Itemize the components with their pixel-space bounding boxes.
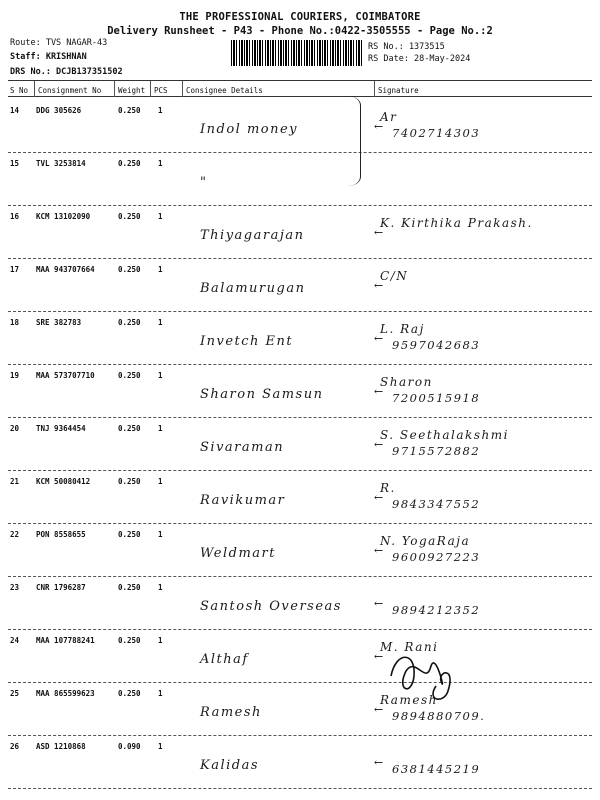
signature-text: Sharon bbox=[380, 375, 433, 389]
consignee-name: Balamurugan bbox=[200, 281, 306, 296]
tick-mark-icon: ← bbox=[374, 279, 384, 292]
row-consignment-no: PON 8558655 bbox=[36, 530, 86, 539]
consignee-name: Ravikumar bbox=[200, 493, 286, 508]
tick-mark-icon: ← bbox=[374, 756, 384, 769]
col-divider bbox=[150, 81, 151, 97]
col-sno: S No bbox=[10, 86, 29, 95]
barcode bbox=[231, 40, 363, 66]
consignee-name: Thiyagarajan bbox=[200, 228, 305, 243]
tick-mark-icon: ← bbox=[374, 332, 384, 345]
row-consignment-no: TVL 3253814 bbox=[36, 159, 86, 168]
signature-phone: 7200515918 bbox=[392, 391, 481, 405]
col-consignment: Consignment No bbox=[38, 86, 102, 95]
table-row bbox=[0, 471, 600, 524]
row-consignment-no: MAA 107788241 bbox=[36, 636, 95, 645]
signature-text: N. YogaRaja bbox=[380, 534, 471, 548]
row-pcs: 1 bbox=[158, 318, 163, 327]
col-consignee: Consignee Details bbox=[186, 86, 263, 95]
row-sno: 24 bbox=[10, 636, 20, 645]
table-row bbox=[0, 312, 600, 365]
col-divider bbox=[114, 81, 115, 97]
consignee-name: Ramesh bbox=[200, 705, 262, 720]
row-weight: 0.250 bbox=[118, 106, 141, 115]
signature-text: L. Raj bbox=[380, 322, 425, 336]
table-row bbox=[0, 630, 600, 683]
tick-mark-icon: ← bbox=[374, 438, 384, 451]
row-consignment-no: SRE 382783 bbox=[36, 318, 82, 327]
consignee-name: Kalidas bbox=[200, 758, 260, 773]
table-row bbox=[0, 683, 600, 736]
consignee-name: Invetch Ent bbox=[200, 334, 294, 349]
row-pcs: 1 bbox=[158, 159, 163, 168]
row-consignment-no: MAA 573707710 bbox=[36, 371, 95, 380]
consignee-name: Sharon Samsun bbox=[200, 387, 324, 402]
tick-mark-icon: ← bbox=[374, 650, 384, 663]
row-sno: 20 bbox=[10, 424, 20, 433]
table-row bbox=[0, 259, 600, 312]
row-sno: 19 bbox=[10, 371, 20, 380]
rs-number: RS No.: 1373515 bbox=[368, 42, 445, 52]
signature-phone: 9715572882 bbox=[392, 444, 481, 458]
tick-mark-icon: ← bbox=[374, 120, 384, 133]
signature-phone: 9597042683 bbox=[392, 338, 481, 352]
row-pcs: 1 bbox=[158, 371, 163, 380]
table-row bbox=[0, 524, 600, 577]
tick-mark-icon: ← bbox=[374, 226, 384, 239]
signature-text: M. Rani bbox=[380, 640, 439, 654]
row-pcs: 1 bbox=[158, 530, 163, 539]
table-row bbox=[0, 736, 600, 789]
signature-text: R. bbox=[380, 481, 396, 495]
row-sno: 23 bbox=[10, 583, 20, 592]
row-weight: 0.250 bbox=[118, 424, 141, 433]
signature-text: K. Kirthika Prakash. bbox=[380, 216, 533, 230]
row-pcs: 1 bbox=[158, 265, 163, 274]
tick-mark-icon: ← bbox=[374, 544, 384, 557]
row-weight: 0.250 bbox=[118, 636, 141, 645]
signature-text: Ar bbox=[380, 110, 398, 124]
consignee-name: Santosh Overseas bbox=[200, 599, 342, 614]
consignee-name: Indol money bbox=[200, 122, 299, 137]
row-pcs: 1 bbox=[158, 583, 163, 592]
row-sno: 14 bbox=[10, 106, 20, 115]
tick-mark-icon: ← bbox=[374, 491, 384, 504]
row-pcs: 1 bbox=[158, 742, 163, 751]
row-pcs: 1 bbox=[158, 689, 163, 698]
col-signature: Signature bbox=[378, 86, 419, 95]
col-divider bbox=[374, 81, 375, 97]
table-row bbox=[0, 100, 600, 153]
row-consignment-no: MAA 865599623 bbox=[36, 689, 95, 698]
row-sno: 26 bbox=[10, 742, 20, 751]
row-sno: 16 bbox=[10, 212, 20, 221]
signature-text: S. Seethalakshmi bbox=[380, 428, 509, 442]
table-row bbox=[0, 418, 600, 471]
signature-phone: 9894212352 bbox=[392, 603, 481, 617]
row-weight: 0.250 bbox=[118, 318, 141, 327]
consignee-name: Weldmart bbox=[200, 546, 276, 561]
handwritten-signature bbox=[386, 646, 486, 706]
row-consignment-no: DDG 305626 bbox=[36, 106, 82, 115]
row-sno: 17 bbox=[10, 265, 20, 274]
drs-number: DRS No.: DCJB137351502 bbox=[10, 67, 123, 77]
rs-date: RS Date: 28-May-2024 bbox=[368, 54, 471, 64]
row-sno: 18 bbox=[10, 318, 20, 327]
row-weight: 0.250 bbox=[118, 530, 141, 539]
row-pcs: 1 bbox=[158, 212, 163, 221]
row-consignment-no: MAA 943707664 bbox=[36, 265, 95, 274]
col-divider bbox=[182, 81, 183, 97]
signature-phone: 6381445219 bbox=[392, 762, 481, 776]
row-weight: 0.250 bbox=[118, 265, 141, 274]
company-title: THE PROFESSIONAL COURIERS, COIMBATORE bbox=[179, 11, 421, 23]
row-consignment-no: TNJ 9364454 bbox=[36, 424, 86, 433]
row-weight: 0.250 bbox=[118, 212, 141, 221]
row-sno: 15 bbox=[10, 159, 20, 168]
table-row bbox=[0, 153, 600, 206]
signature-text: Ramesh bbox=[380, 693, 438, 707]
tick-mark-icon: ← bbox=[374, 385, 384, 398]
header-rule-bottom bbox=[8, 96, 592, 97]
row-pcs: 1 bbox=[158, 636, 163, 645]
row-weight: 0.250 bbox=[118, 159, 141, 168]
row-weight: 0.090 bbox=[118, 742, 141, 751]
row-separator bbox=[8, 788, 592, 789]
col-weight: Weight bbox=[118, 86, 146, 95]
row-weight: 0.250 bbox=[118, 477, 141, 486]
col-pcs: PCS bbox=[154, 86, 168, 95]
signature-phone: 7402714303 bbox=[392, 126, 481, 140]
table-row bbox=[0, 206, 600, 259]
col-divider bbox=[34, 81, 35, 97]
signature-text: C/N bbox=[380, 269, 409, 283]
header-rule bbox=[8, 80, 592, 81]
row-weight: 0.250 bbox=[118, 689, 141, 698]
row-consignment-no: KCM 50080412 bbox=[36, 477, 91, 486]
runsheet-title: Delivery Runsheet - P43 - Phone No.:0422-3505555 - Page No.:2 bbox=[107, 25, 493, 37]
row-sno: 25 bbox=[10, 689, 20, 698]
tick-mark-icon: ← bbox=[374, 703, 384, 716]
row-weight: 0.250 bbox=[118, 371, 141, 380]
table-row bbox=[0, 365, 600, 418]
consignee-name: " bbox=[200, 175, 208, 190]
table-row bbox=[0, 577, 600, 630]
signature-phone: 9843347552 bbox=[392, 497, 481, 511]
row-pcs: 1 bbox=[158, 477, 163, 486]
row-sno: 22 bbox=[10, 530, 20, 539]
signature-phone: 9894880709. bbox=[392, 709, 486, 723]
row-pcs: 1 bbox=[158, 106, 163, 115]
route-label: Route: TVS NAGAR-43 bbox=[10, 38, 108, 48]
brace-mark bbox=[348, 96, 361, 186]
consignee-name: Sivaraman bbox=[200, 440, 285, 455]
signature-phone: 9600927223 bbox=[392, 550, 481, 564]
row-weight: 0.250 bbox=[118, 583, 141, 592]
tick-mark-icon: ← bbox=[374, 597, 384, 610]
row-consignment-no: ASD 1210868 bbox=[36, 742, 86, 751]
row-consignment-no: KCM 13102090 bbox=[36, 212, 91, 221]
consignee-name: Althaf bbox=[200, 652, 249, 667]
staff-label: Staff: KRISHNAN bbox=[10, 52, 87, 62]
row-pcs: 1 bbox=[158, 424, 163, 433]
row-consignment-no: CNR 1796287 bbox=[36, 583, 86, 592]
row-sno: 21 bbox=[10, 477, 20, 486]
